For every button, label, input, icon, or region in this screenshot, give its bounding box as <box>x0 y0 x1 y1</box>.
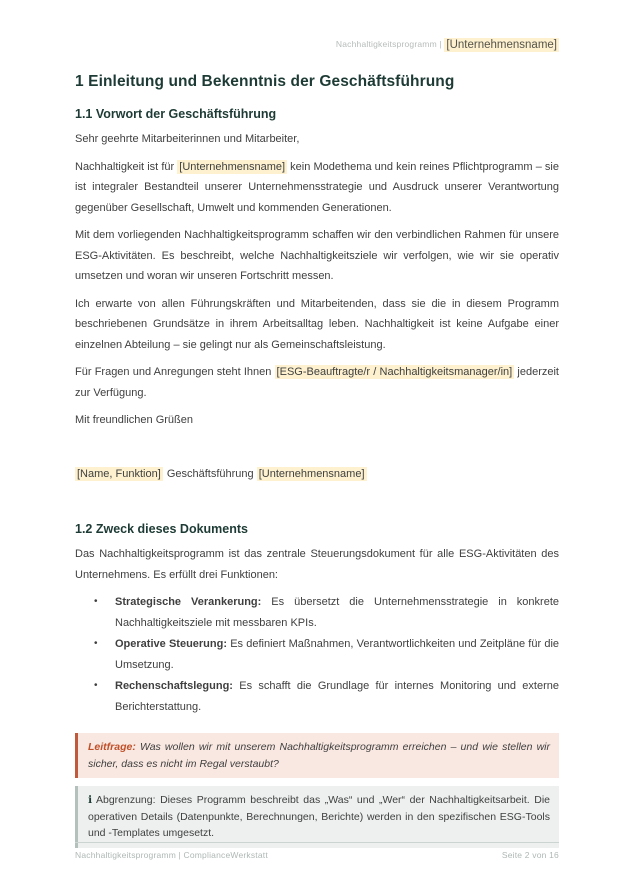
header-doc-label: Nachhaltigkeitsprogramm | <box>335 39 445 49</box>
guiding-question-text: Was wollen wir mit unserem Nachhaltigkeitsprogramm erreichen – und wie stellen wir sicher, dass es nicht im Regal verstaubt? <box>88 741 550 770</box>
paragraph-purpose-intro: Das Nachhaltigkeitsprogramm ist das zentrale Steuerungsdokument für alle ESG-Aktivitäten des Unternehmens. Es erfüllt drei Funktionen: <box>75 548 559 581</box>
signature-name-placeholder: [Name, Funktion] <box>77 467 161 480</box>
running-footer <box>75 842 559 860</box>
text-run: Für Fragen und Anregungen steht Ihnen <box>75 366 275 378</box>
text-run: kein Modethema und kein reines Pflichtprogramm – sie ist integraler Bestandteil unserer Unternehmensstrategie und Ausdruck unserer Verantwortung gegenüber Gesellschaft, Umwelt und kommenden Generationen. <box>75 160 559 214</box>
page-content <box>75 36 559 856</box>
esg-officer-placeholder: [ESG-Beauftragte/r / Nachhaltigkeitsmanager/in] <box>276 366 513 378</box>
list-item-text: Es definiert Maßnahmen, Verantwortlichkeiten und Zeitpläne für die Umsetzung. <box>115 638 559 671</box>
company-name-placeholder: [Unternehmensname] <box>179 160 286 173</box>
list-item-operative <box>75 634 559 675</box>
running-header <box>75 36 559 53</box>
list-item-text: Es schafft die Grundlage für internes Monitoring und externe Berichterstattung. <box>115 680 559 713</box>
list-item-text: Es übersetzt die Unternehmensstrategie in konkrete Nachhaltigkeitsziele mit messbaren KPIs. <box>115 596 559 629</box>
header-company-placeholder: [Unternehmensname] <box>446 39 557 51</box>
list-item-strategic <box>75 592 559 633</box>
section-1-2-heading: 1.2 Zweck dieses Dokuments <box>75 522 248 536</box>
paragraph-salutation: Sehr geehrte Mitarbeiterinnen und Mitarbeiter, <box>75 133 300 145</box>
list-item-label: Rechenschaftslegung: <box>115 680 233 692</box>
list-item-label: Strategische Verankerung: <box>115 596 262 608</box>
section-spacer <box>75 484 559 522</box>
paragraph-program-frame: Mit dem vorliegenden Nachhaltigkeitsprogramm schaffen wir den verbindlichen Rahmen für unsere ESG-Aktivitäten. Es beschreibt, welche Nachhaltigkeitsziele wir verfolgen, wie wir sie operativ umsetzen und woran wir unseren Fortschritt messen. <box>75 229 559 282</box>
footer-doc-title: Nachhaltigkeitsprogramm | ComplianceWerkstatt <box>75 850 268 860</box>
paragraph-commitment <box>75 157 559 219</box>
scope-note-callout <box>75 786 559 848</box>
list-item-label: Operative Steuerung: <box>115 638 228 650</box>
text-run: Nachhaltigkeit ist für <box>75 160 178 173</box>
footer-page-number: Seite 2 von 16 <box>501 850 559 860</box>
section-1-1-heading: 1.1 Vorwort der Geschäftsführung <box>75 107 277 121</box>
functions-list <box>75 592 559 717</box>
signature-company-placeholder: [Unternehmensname] <box>258 467 365 480</box>
paragraph-closing: Mit freundlichen Grüßen <box>75 414 193 426</box>
scope-note-text: Abgrenzung: Dieses Programm beschreibt das „Was“ und „Wer“ der Nachhaltigkeitsarbeit. Die operativen Details (Datenpunkte, Berechnungen, Berichte) werden in den spezifischen ESG-Tools und -Templates umgesetzt. <box>88 794 550 839</box>
bullet-icon: • <box>94 638 98 649</box>
bullet-icon: • <box>94 680 98 691</box>
paragraph-expectation: Ich erwarte von allen Führungskräften und Mitarbeitenden, dass sie die in diesem Programm beschriebenen Grundsätze in ihrem Arbeitsalltag leben. Nachhaltigkeit ist keine Aufgabe einer einzelnen Abteilung – sie gelingt nur als Gemeinschaftsleistung. <box>75 297 559 351</box>
text-run: Geschäftsführung <box>163 467 257 480</box>
guiding-question-label: Leitfrage: <box>88 741 136 753</box>
guiding-question-callout <box>75 733 559 778</box>
list-item-accountability <box>75 676 559 717</box>
info-icon: ℹ <box>88 794 92 806</box>
chapter-heading: 1 Einleitung und Bekenntnis der Geschäftsführung <box>75 73 455 90</box>
text-run: jederzeit zur Verfügung. <box>75 366 559 399</box>
paragraph-contact <box>75 362 559 403</box>
signature-line <box>75 464 559 485</box>
bullet-icon: • <box>94 596 98 607</box>
